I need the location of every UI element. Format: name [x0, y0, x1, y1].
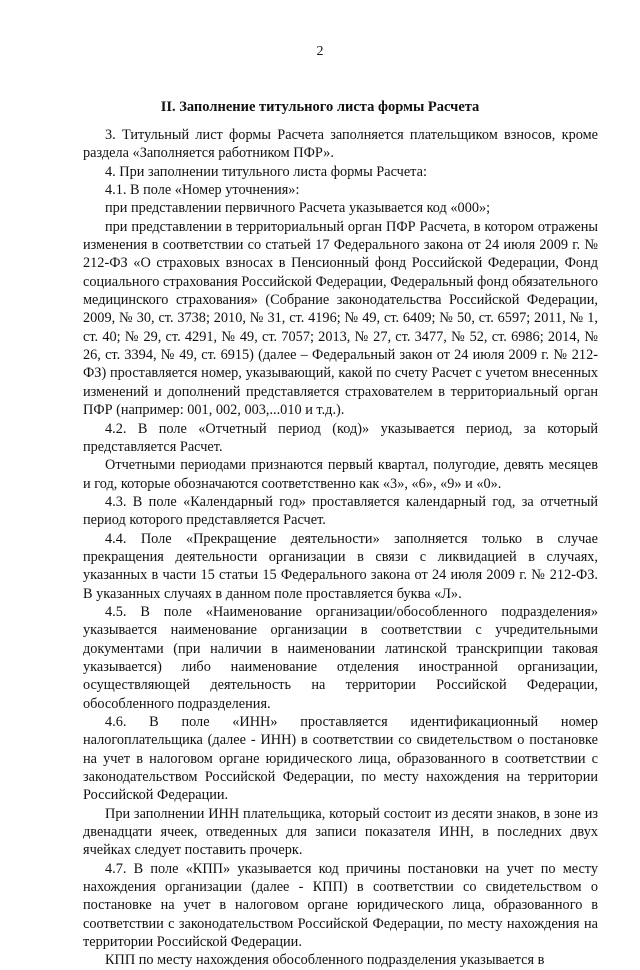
paragraph-4: 4. При заполнении титульного листа формы Расчета:: [105, 163, 427, 180]
paragraph-4-2: 4.2. В поле «Отчетный период (код)» указывается период, за который представляется Расчет.: [83, 420, 598, 455]
paragraph-3: 3. Титульный лист формы Расчета заполняется плательщиком взносов, кроме раздела «Заполняется работником ПФР».: [83, 127, 598, 162]
paragraph-4-6: 4.6. В поле «ИНН» проставляется идентификационный номер налогоплательщика (далее - ИНН) в соответствии со свидетельством о постановке на учет в налоговом органе юридического лица, образованного в соответствии с законодательством Российской Федерации, по месту нахождения на территории Российской Федерации.: [83, 714, 598, 804]
paragraph-4-2-periods: Отчетными периодами признаются первый квартал, полугодие, девять месяцев и год, которые обозначаются соответственно как «3», «6», «9» и «0».: [83, 457, 598, 492]
paragraph-4-6-inn-note: При заполнении ИНН плательщика, который состоит из десяти знаков, в зоне из двенадцати ячеек, отведенных для записи показателя ИНН, в последних двух ячейках следует поставить прочерк.: [83, 805, 598, 859]
paragraph-4-7: 4.7. В поле «КПП» указывается код причины постановки на учет по месту нахождения организации (далее - КПП) в соответствии со свидетельством о постановке на учет в налоговом органе юридического лица, образованного в соответствии с законодательством Российской Федерации, по месту нахождения на территории Российской Федерации.: [83, 860, 598, 951]
paragraph-4-5: 4.5. В поле «Наименование организации/обособленного подразделения» указывается наименование организации в соответствии с учредительными документами (при наличии в наименовании латинской транскрипции таковая указывается) либо наименование отделения иностранной организации, осуществляющей деятельность на территории Российской Федерации, обособленного подразделения.: [83, 603, 598, 712]
paragraph-4-7-kpp-subdivision: КПП по месту нахождения обособленного подразделения указывается в: [105, 952, 545, 969]
paragraph-4-1: 4.1. В поле «Номер уточнения»:: [105, 182, 300, 199]
document-body: [83, 126, 598, 970]
page-number: 2: [316, 44, 324, 59]
paragraph-4-1-primary: при представлении первичного Расчета указывается код «000»;: [105, 200, 491, 217]
section-title: II. Заполнение титульного листа формы Расчета: [160, 99, 480, 115]
paragraph-4-1-correction: при представлении в территориальный орган ПФР Расчета, в котором отражены изменения в соответствии со статьей 17 Федерального закона от 24 июля 2009 г. № 212-ФЗ «О страховых взносах в Пенсионный фонд Российской Федерации, Фонд социального страхования Российской Федерации, Федеральный фонд обязательного медицинского страхования» (Собрание законодательства Российской Федерации, 2009, № 30, ст. 3738; 2010, № 31, ст. 4196; № 49, ст. 6409; № 50, ст. 6597; 2011, № 1, ст. 40; № 29, ст. 4291, № 49, ст. 7057; 2013, № 27, ст. 3477, № 52, ст. 6986; 2014, № 26, ст. 3394, № 49, ст. 6915) (далее – Федеральный закон от 24 июля 2009 г. № 212-ФЗ) проставляется номер, указывающий, какой по счету Расчет с учетом внесенных изменений и дополнений представляется страхователем в территориальный орган ПФР (например: 001, 002, 003,...010 и т.д.).: [83, 218, 598, 419]
paragraph-4-3: 4.3. В поле «Календарный год» проставляется календарный год, за отчетный период которого представляется Расчет.: [83, 493, 598, 529]
paragraph-4-4: 4.4. Поле «Прекращение деятельности» заполняется только в случае прекращения деятельности организации в связи с ликвидацией в случаях, указанных в части 15 статьи 15 Федерального закона от 24 июля 2009 г. № 212-ФЗ. В указанных случаях в данном поле проставляется буква «Л».: [83, 530, 598, 602]
